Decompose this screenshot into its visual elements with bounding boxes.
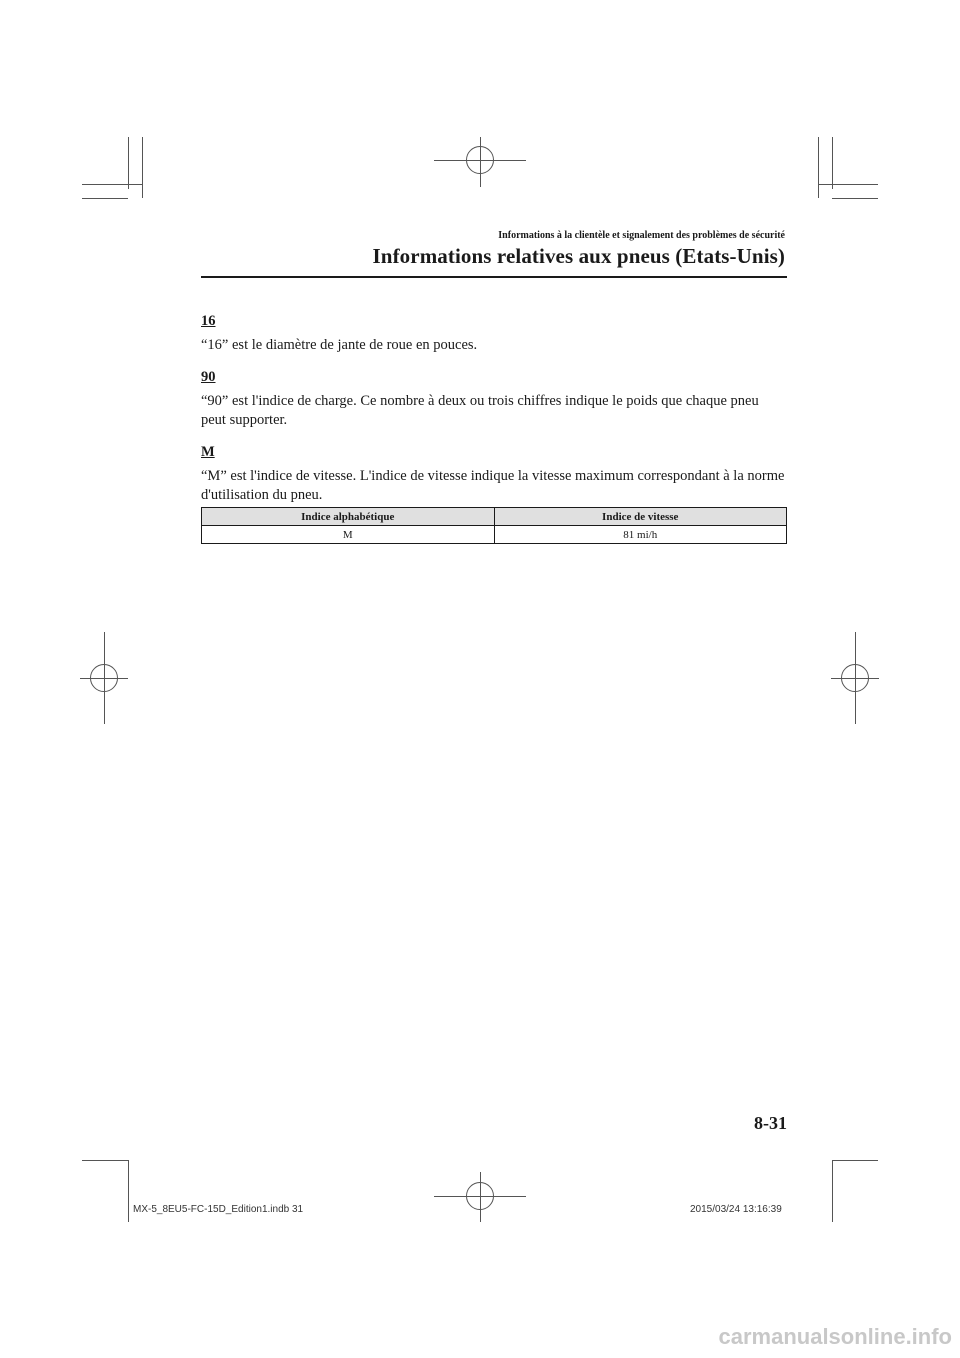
entry-text: “16” est le diamètre de jante de roue en pouces. xyxy=(201,337,478,353)
entry-heading: 16 xyxy=(201,313,216,329)
print-slug-file: MX-5_8EU5-FC-15D_Edition1.indb 31 xyxy=(133,1204,304,1215)
speed-rating-table xyxy=(201,507,787,544)
table-cell: M xyxy=(202,526,495,544)
crop-mark xyxy=(832,137,833,189)
entry-speed-rating xyxy=(201,443,787,506)
crop-mark xyxy=(82,1160,128,1161)
registration-circle xyxy=(841,664,869,692)
section-title: Informations relatives aux pneus (Etats-Unis) xyxy=(372,244,785,268)
registration-circle xyxy=(90,664,118,692)
entry-text: “90” est l'indice de charge. Ce nombre à deux ou trois chiffres indique le poids que chaque pneu peut supporter. xyxy=(201,392,759,428)
entry-heading: M xyxy=(201,443,215,460)
crop-mark xyxy=(128,137,129,189)
registration-circle xyxy=(466,146,494,174)
crop-mark xyxy=(818,137,819,198)
crop-mark xyxy=(82,184,142,185)
crop-mark xyxy=(818,184,878,185)
crop-mark xyxy=(832,198,878,199)
table-header-cell: Indice de vitesse xyxy=(494,508,787,526)
table-header-row xyxy=(202,508,787,526)
crop-mark xyxy=(82,198,128,199)
table-header-cell: Indice alphabétique xyxy=(202,508,495,526)
entry-rim-diameter xyxy=(201,312,787,356)
entry-text: “M” est l'indice de vitesse. L'indice de vitesse indique la vitesse maximum correspondant à la norme d'utilisation du pneu. xyxy=(201,467,785,503)
registration-circle xyxy=(466,1182,494,1210)
watermark-logo: carmanualsonline.info xyxy=(718,1324,952,1349)
crop-mark xyxy=(128,1160,129,1222)
crop-mark xyxy=(142,137,143,198)
print-slug-timestamp: 2015/03/24 13:16:39 xyxy=(690,1204,782,1215)
entry-load-index xyxy=(201,368,787,431)
page-number: 8-31 xyxy=(754,1113,787,1133)
page-content xyxy=(201,312,787,518)
crop-mark xyxy=(832,1160,833,1222)
chapter-title: Informations à la clientèle et signalement des problèmes de sécurité xyxy=(498,230,785,241)
table-row xyxy=(202,526,787,544)
crop-mark xyxy=(832,1160,878,1161)
entry-heading: 90 xyxy=(201,368,216,385)
table-cell: 81 mi/h xyxy=(494,526,787,544)
header-divider xyxy=(201,276,787,278)
